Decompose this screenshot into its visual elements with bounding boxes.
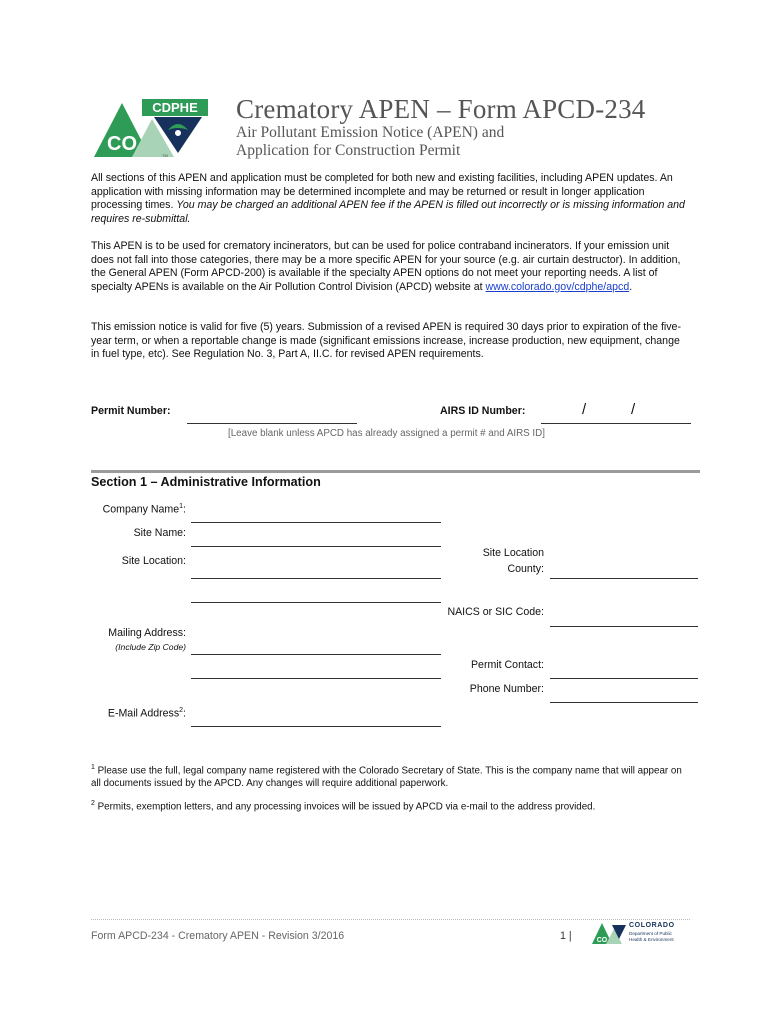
airs-id-separator: / bbox=[631, 401, 636, 418]
logo-state: CO bbox=[107, 133, 137, 155]
page-number: 1 | bbox=[560, 930, 572, 942]
email-address-colon: : bbox=[183, 707, 186, 720]
mailing-address-field-line-2[interactable] bbox=[191, 678, 441, 679]
mailing-address-label: Mailing Address: bbox=[108, 627, 186, 639]
site-name-field[interactable] bbox=[191, 546, 441, 547]
footnote-1-text: Please use the full, legal company name registered with the Colorado Secretary of State. This is the company name that will appear on all documents issued by the APCD. Any changes will require additional paperwork. bbox=[91, 765, 682, 790]
permit-note: [Leave blank unless APCD has already assigned a permit # and AIRS ID] bbox=[228, 428, 545, 439]
subtitle-line-2: Application for Construction Permit bbox=[236, 142, 461, 159]
naics-code-field[interactable] bbox=[550, 626, 698, 627]
site-county-label-line-2: County: bbox=[507, 563, 544, 575]
footnote-2 bbox=[91, 797, 691, 813]
phone-number-label: Phone Number: bbox=[469, 683, 544, 695]
intro-paragraph-3: This emission notice is valid for five (5) years. Submission of a revised APEN is required 30 days prior to expiration of the five-year term, or when a reportable change is made (significant emissions increase, increase production, new equipment, change in fuel type, etc). See Regulation No. 3, Part A, II.C. for revised APEN requirements. bbox=[91, 321, 681, 361]
zip-code-note: (Include Zip Code) bbox=[115, 642, 186, 652]
email-address-label bbox=[108, 707, 186, 720]
airs-id-separator: / bbox=[582, 401, 587, 418]
mailing-address-field[interactable] bbox=[191, 654, 441, 655]
intro-paragraph-2 bbox=[91, 240, 689, 294]
section-divider bbox=[91, 470, 700, 473]
footer-logo-line-1: Department of Public bbox=[629, 931, 672, 936]
airs-id-field[interactable] bbox=[541, 423, 691, 424]
airs-id-label: AIRS ID Number: bbox=[440, 405, 526, 417]
site-location-label: Site Location: bbox=[121, 555, 186, 567]
footer-logo-word: COLORADO bbox=[629, 922, 675, 929]
site-name-label: Site Name: bbox=[133, 527, 186, 539]
cdphe-logo bbox=[92, 95, 210, 159]
footnote-ref-2: 2 bbox=[179, 707, 184, 714]
site-county-field[interactable] bbox=[550, 578, 698, 579]
footnote-ref-1: 1 bbox=[179, 503, 184, 510]
email-address-label-text: E-Mail Address bbox=[107, 707, 180, 720]
permit-number-label: Permit Number: bbox=[91, 405, 171, 417]
section-1-title: Section 1 – Administrative Information bbox=[91, 475, 321, 489]
email-address-field[interactable] bbox=[191, 726, 441, 727]
intro-paragraph-1-warning: You may be charged an additional APEN fee if the APEN is filled out incorrectly or is missing information and requires re-submittal. bbox=[91, 199, 685, 225]
intro-paragraph-1 bbox=[91, 172, 689, 226]
intro-paragraph-1-text: All sections of this APEN and application must be completed for both new and existing facilities, including APEN updates. An application with missing information may be determined incomplete and may be returned or result in longer application processing times. bbox=[91, 172, 673, 212]
footer-logo-state: CO bbox=[596, 937, 608, 944]
company-name-colon: : bbox=[183, 503, 186, 516]
intro-paragraph-2-text: This APEN is to be used for crematory incinerators, but can be used for police contraband incinerators. If your emission unit does not fall into those categories, there may be a more specific APEN for your source (e.g. air curtain destructor). In addition, the General APEN (Form APCD-200) is available if the specialty APEN options do not meet your reporting needs. A list of specialty APENs is available on the Air Pollution Control Division (APCD) website at bbox=[91, 240, 681, 293]
site-location-field[interactable] bbox=[191, 578, 441, 579]
phone-number-field[interactable] bbox=[550, 702, 698, 703]
apcd-website-link[interactable]: www.colorado.gov/cdphe/apcd bbox=[485, 280, 630, 293]
permit-contact-label: Permit Contact: bbox=[470, 659, 544, 671]
naics-code-label: NAICS or SIC Code: bbox=[447, 606, 544, 618]
company-name-label bbox=[103, 503, 186, 516]
logo-tm: TM bbox=[162, 153, 168, 158]
subtitle-line-1: Air Pollutant Emission Notice (APEN) and bbox=[236, 124, 505, 141]
footer-form-revision: Form APCD-234 - Crematory APEN - Revision 3/2016 bbox=[91, 930, 345, 942]
company-name-label-text: Company Name bbox=[102, 503, 180, 516]
company-name-field[interactable] bbox=[191, 522, 441, 523]
site-county-label-line-1: Site Location bbox=[482, 547, 544, 559]
site-location-field-line-2[interactable] bbox=[191, 602, 441, 603]
page-title: Crematory APEN – Form APCD-234 bbox=[236, 94, 646, 124]
colorado-cdphe-footer-logo bbox=[590, 917, 690, 945]
footer-logo-line-2: Health & Environment bbox=[629, 937, 674, 942]
footnote-2-text: Permits, exemption letters, and any processing invoices will be issued by APCD via e-mail to the address provided. bbox=[97, 801, 596, 813]
footnote-1-number: 1 bbox=[91, 764, 95, 771]
footnote-2-number: 2 bbox=[91, 800, 95, 807]
logo-person-icon bbox=[175, 130, 181, 136]
intro-paragraph-2-end: . bbox=[629, 280, 633, 293]
permit-contact-field[interactable] bbox=[550, 678, 698, 679]
footnote-1 bbox=[91, 761, 691, 790]
permit-number-field[interactable] bbox=[187, 423, 357, 424]
logo-acronym: CDPHE bbox=[152, 100, 198, 115]
